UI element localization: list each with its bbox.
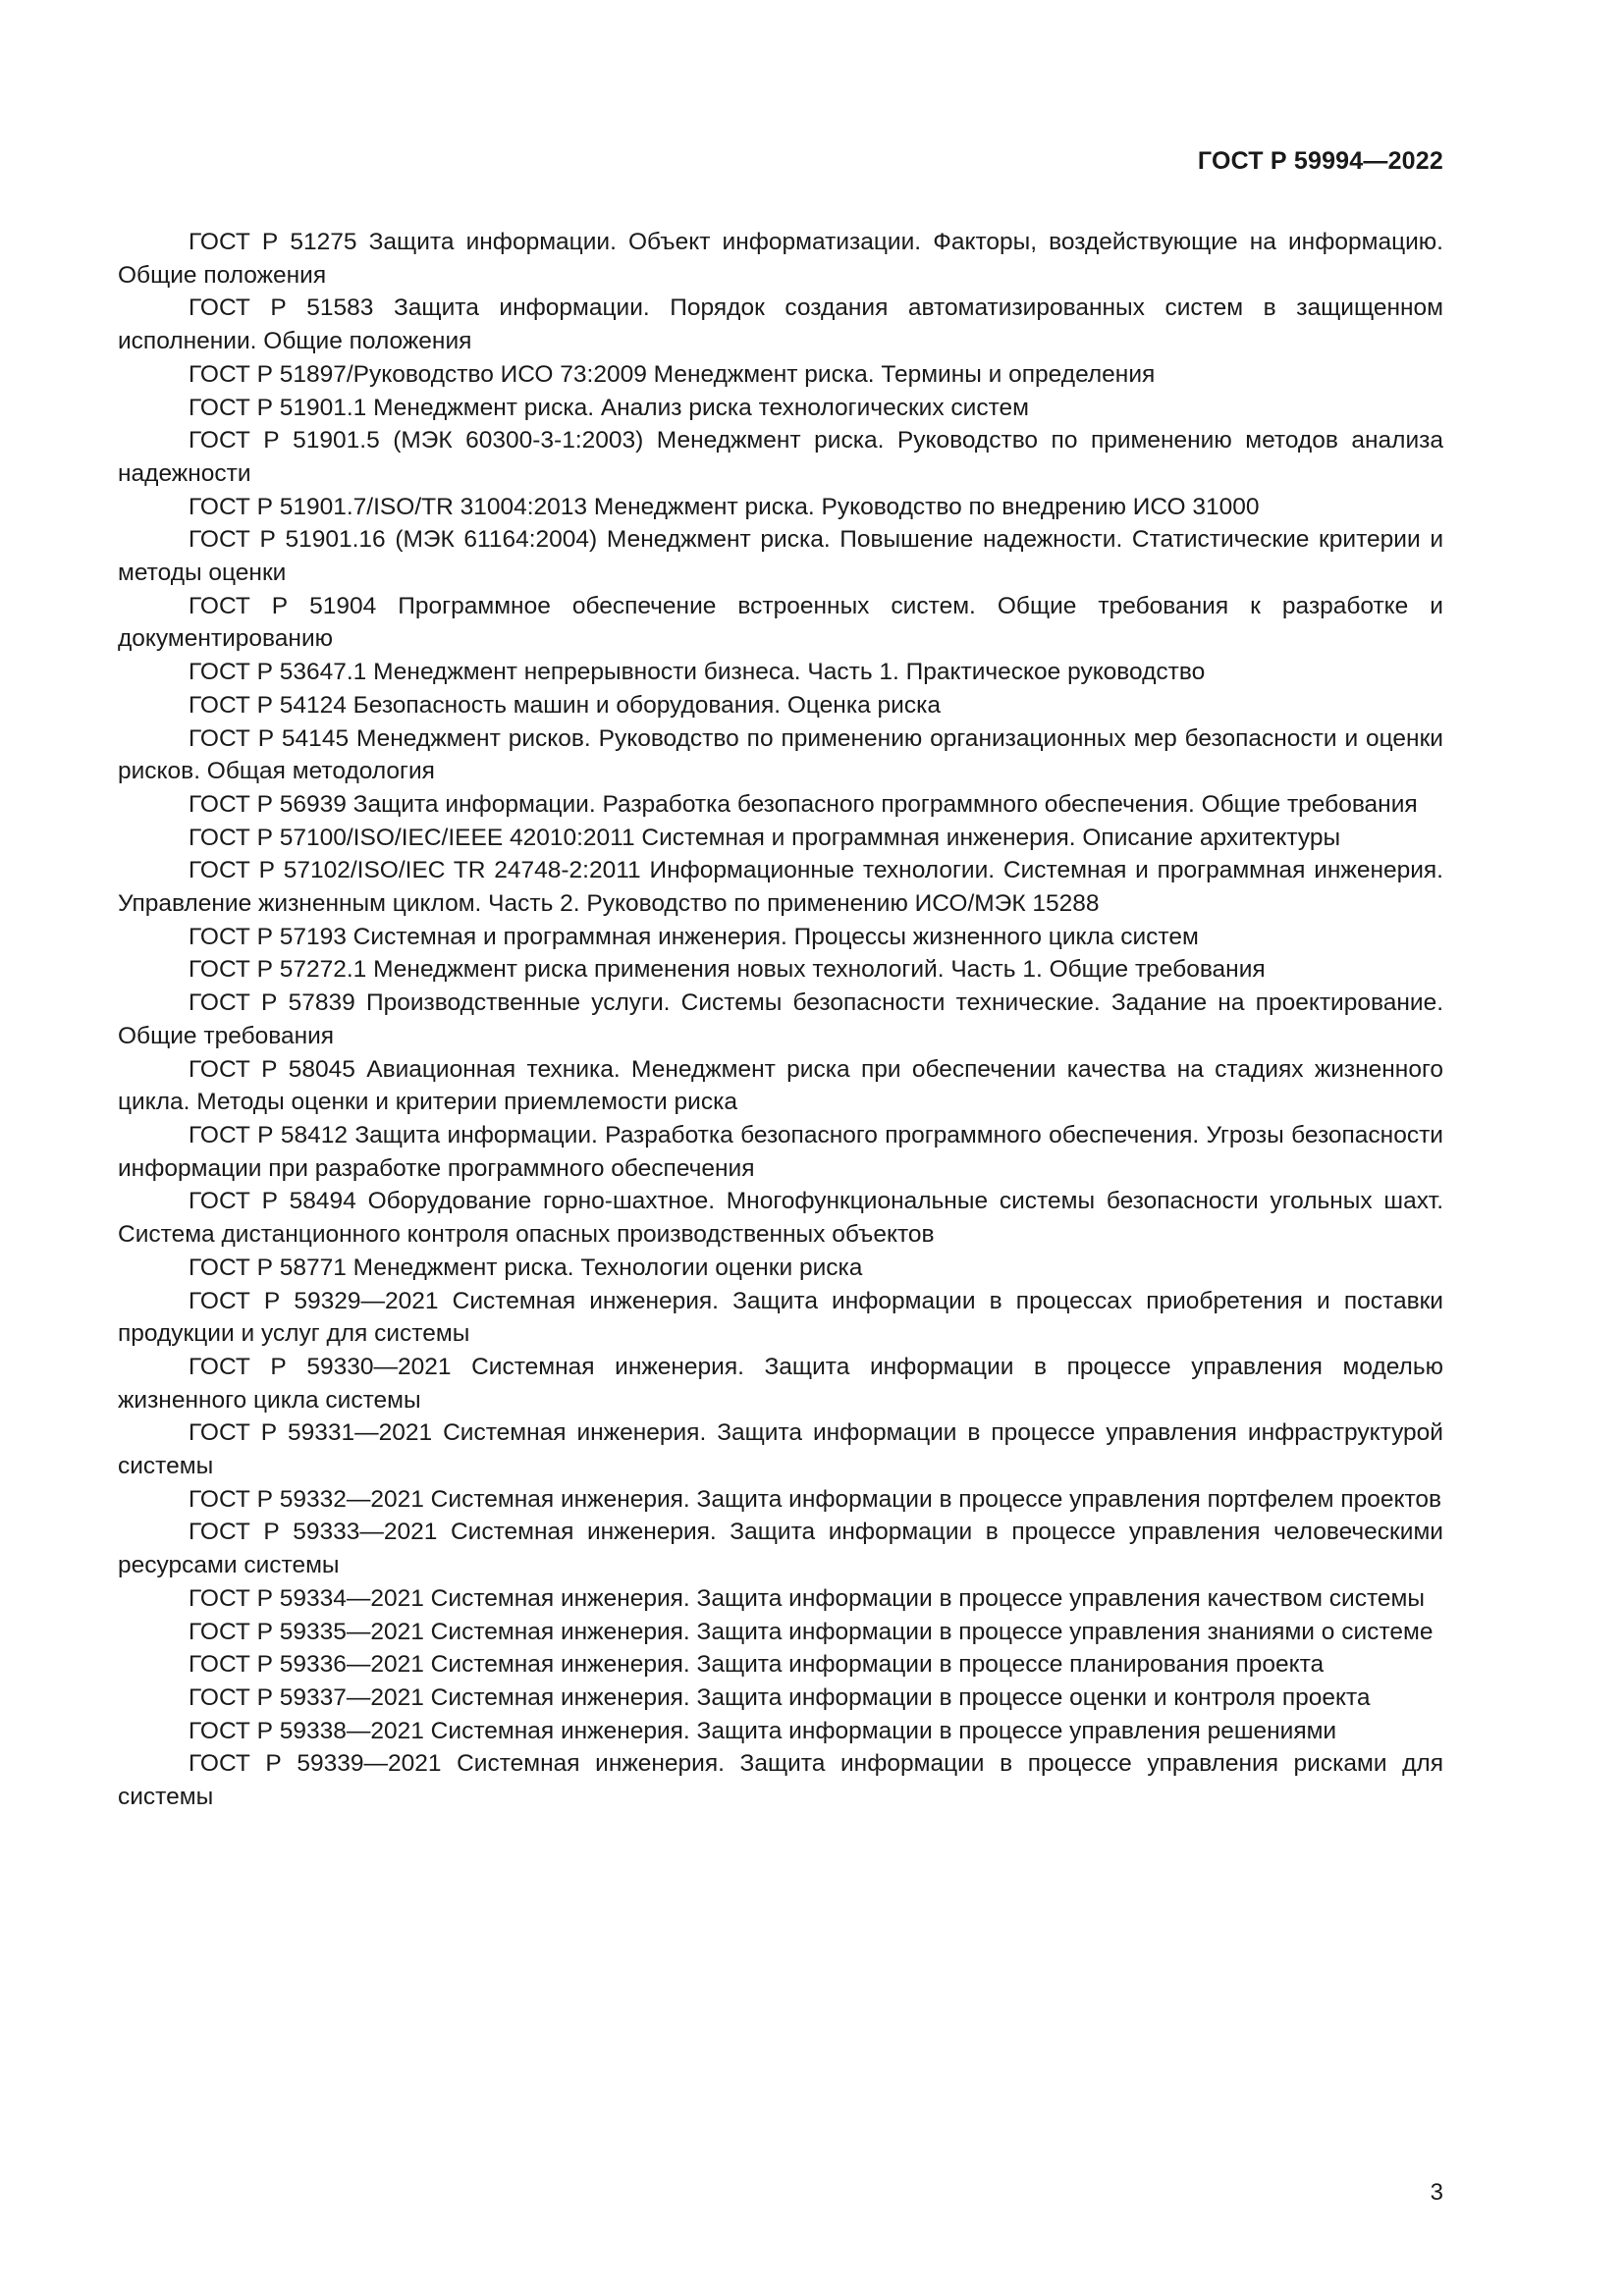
reference-entry: ГОСТ Р 57100/ISO/IEC/IEEE 42010:2011 Системная и программная инженерия. Описание архитектуры: [189, 824, 1341, 851]
reference-entry: ГОСТ Р 51901.1 Менеджмент риска. Анализ риска технологических систем: [189, 394, 1030, 421]
reference-entry: ГОСТ Р 57193 Системная и программная инженерия. Процессы жизненного цикла систем: [189, 923, 1199, 950]
reference-entry: ГОСТ Р 59329—2021 Системная инженерия. Защита информации в процессах приобретения и поставки продукции и услуг для системы: [118, 1287, 1443, 1348]
reference-entry: ГОСТ Р 59330—2021 Системная инженерия. Защита информации в процессе управления моделью жизненного цикла системы: [118, 1353, 1443, 1414]
reference-entry: ГОСТ Р 54124 Безопасность машин и оборудования. Оценка риска: [189, 691, 941, 719]
reference-entry: ГОСТ Р 51583 Защита информации. Порядок создания автоматизированных систем в защищенном исполнении. Общие положения: [118, 294, 1443, 355]
reference-entry: ГОСТ Р 59337—2021 Системная инженерия. Защита информации в процессе оценки и контроля проекта: [189, 1683, 1371, 1711]
reference-entry: ГОСТ Р 51901.5 (МЭК 60300-3-1:2003) Менеджмент риска. Руководство по применению методов анализа надежности: [118, 427, 1443, 487]
reference-entry: ГОСТ Р 58412 Защита информации. Разработка безопасного программного обеспечения. Угрозы безопасности информации при разработке программного обеспечения: [118, 1121, 1443, 1182]
reference-entry: ГОСТ Р 59334—2021 Системная инженерия. Защита информации в процессе управления качеством системы: [189, 1584, 1426, 1612]
reference-entry: ГОСТ Р 53647.1 Менеджмент непрерывности бизнеса. Часть 1. Практическое руководство: [189, 659, 1206, 686]
reference-entry: ГОСТ Р 51897/Руководство ИСО 73:2009 Менеджмент риска. Термины и определения: [189, 360, 1156, 388]
normative-references-list: [118, 226, 1443, 1814]
reference-entry: ГОСТ Р 56939 Защита информации. Разработка безопасного программного обеспечения. Общие требования: [189, 790, 1418, 818]
reference-entry: ГОСТ Р 57272.1 Менеджмент риска применения новых технологий. Часть 1. Общие требования: [189, 956, 1266, 984]
reference-entry: ГОСТ Р 59338—2021 Системная инженерия. Защита информации в процессе управления решениями: [189, 1717, 1337, 1744]
reference-entry: ГОСТ Р 57102/ISO/IEC TR 24748-2:2011 Информационные технологии. Системная и программная инженерия. Управление жизненным циклом. Часть 2. Руководство по применению ИСО/МЭК 15288: [118, 857, 1443, 918]
reference-entry: ГОСТ Р 59333—2021 Системная инженерия. Защита информации в процессе управления человеческими ресурсами системы: [118, 1519, 1443, 1579]
document-code-header: ГОСТ Р 59994—2022: [1197, 147, 1443, 175]
reference-entry: ГОСТ Р 59339—2021 Системная инженерия. Защита информации в процессе управления рисками для системы: [118, 1750, 1443, 1811]
reference-entry: ГОСТ Р 58771 Менеджмент риска. Технологии оценки риска: [189, 1254, 863, 1281]
reference-entry: ГОСТ Р 59336—2021 Системная инженерия. Защита информации в процессе планирования проекта: [189, 1651, 1325, 1679]
reference-entry: ГОСТ Р 58494 Оборудование горно-шахтное. Многофункциональные системы безопасности угольных шахт. Система дистанционного контроля опасных производственных объектов: [118, 1188, 1443, 1249]
reference-entry: ГОСТ Р 58045 Авиационная техника. Менеджмент риска при обеспечении качества на стадиях жизненного цикла. Методы оценки и критерии приемлемости риска: [118, 1055, 1443, 1116]
reference-entry: ГОСТ Р 59331—2021 Системная инженерия. Защита информации в процессе управления инфраструктурой системы: [118, 1419, 1443, 1480]
reference-entry: ГОСТ Р 59332—2021 Системная инженерия. Защита информации в процессе управления портфелем проектов: [189, 1485, 1442, 1513]
document-body: [118, 226, 1443, 1814]
reference-entry: ГОСТ Р 51901.16 (МЭК 61164:2004) Менеджмент риска. Повышение надежности. Статистические критерии и методы оценки: [118, 526, 1443, 587]
reference-entry: ГОСТ Р 57839 Производственные услуги. Системы безопасности технические. Задание на проектирование. Общие требования: [118, 989, 1443, 1049]
page-number: 3: [1430, 2179, 1443, 2206]
reference-entry: ГОСТ Р 51904 Программное обеспечение встроенных систем. Общие требования к разработке и документированию: [118, 592, 1443, 653]
reference-entry: ГОСТ Р 51901.7/ISO/TR 31004:2013 Менеджмент риска. Руководство по внедрению ИСО 31000: [189, 493, 1260, 520]
reference-entry: ГОСТ Р 54145 Менеджмент рисков. Руководство по применению организационных мер безопасности и оценки рисков. Общая методология: [118, 724, 1443, 785]
reference-entry: ГОСТ Р 59335—2021 Системная инженерия. Защита информации в процессе управления знаниями о системе: [189, 1618, 1434, 1645]
reference-entry: ГОСТ Р 51275 Защита информации. Объект информатизации. Факторы, воздействующие на информацию. Общие положения: [118, 229, 1443, 289]
